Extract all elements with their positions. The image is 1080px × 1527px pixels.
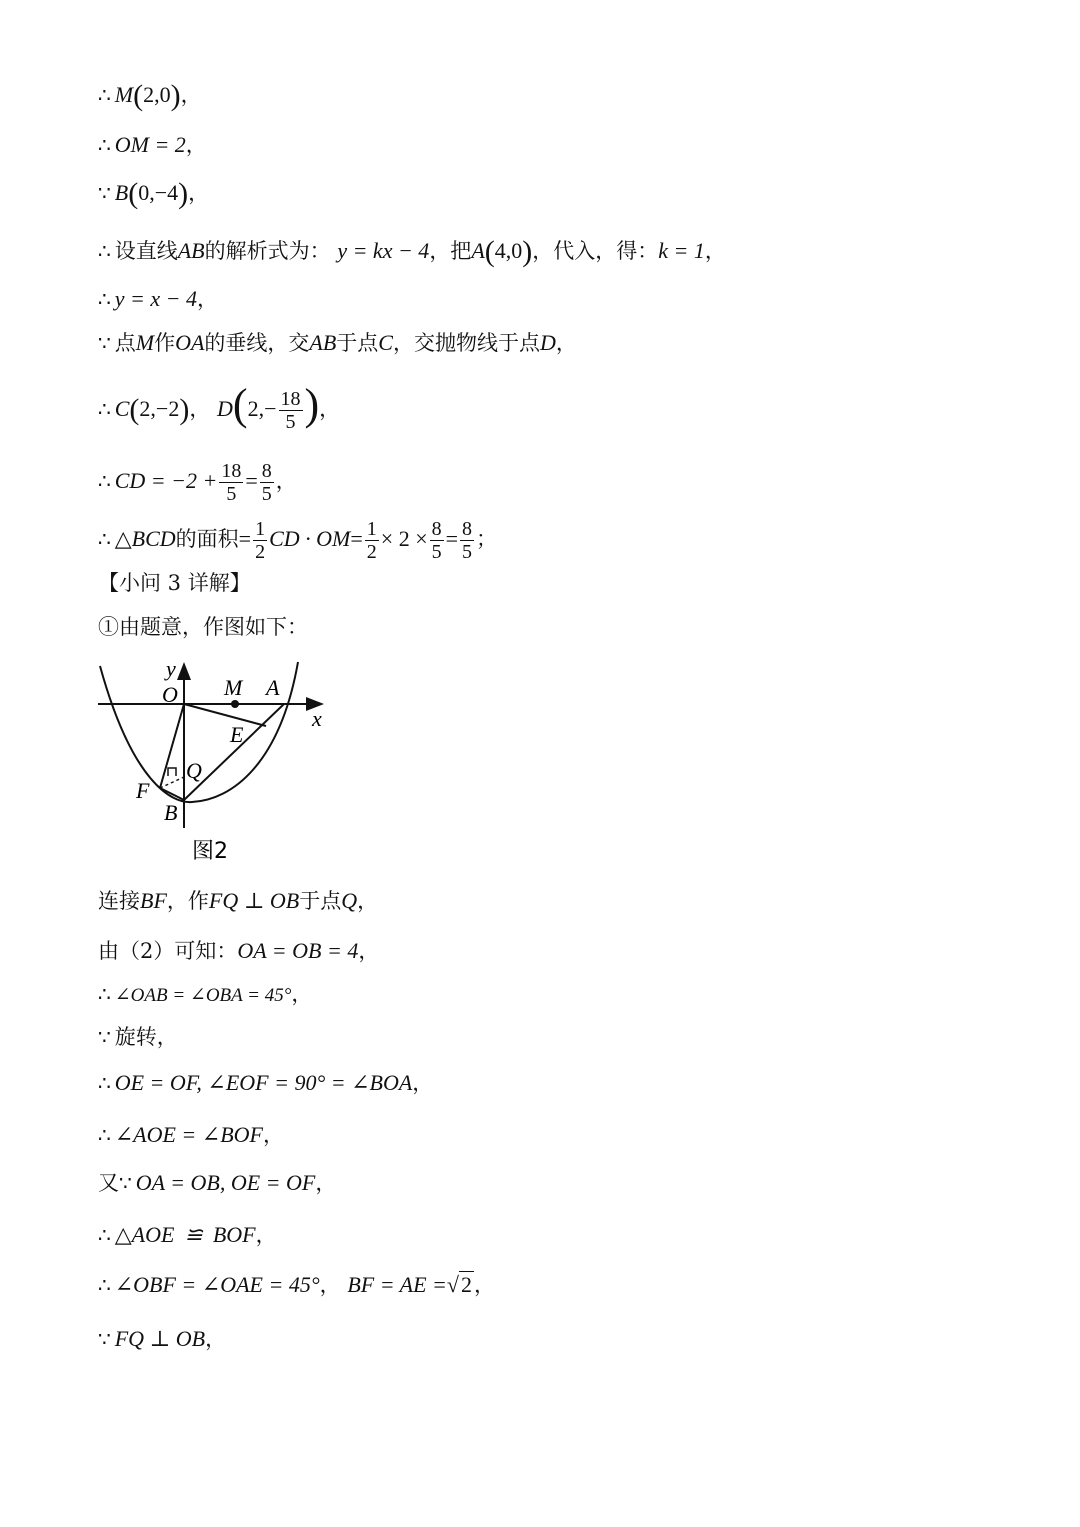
line-7: ∴ C(2,−2)， D(2,− $\frac{18}{5}$ )，: [98, 380, 341, 433]
line-14: ∴ ∠OAB = ∠OBA = 45°，: [98, 982, 313, 1006]
right-angle-mark: [168, 768, 176, 776]
line-21: ∵ FQ ⊥ OB，: [98, 1326, 227, 1351]
line-20: ∴ ∠OBF = ∠OAE = 45°， BF = AE =√2，: [98, 1272, 495, 1297]
line-11: ①由题意，作图如下：: [98, 615, 308, 639]
fraction: $\frac{8}{5}$: [261, 460, 272, 505]
line-12: 连接BF，作FQ ⊥ OB于点Q，: [98, 888, 379, 913]
line-8: ∴ CD = −2 + $\frac{18}{5}$ = $\frac{8}{5}$ ，: [98, 460, 297, 505]
line-9: ∴ △BCD的面积= $\frac{1}{2}$ CD · OM= $\frac{1}{2}$ × 2 × $\frac{8}{5}$ = $\frac{8}{5}$ ；: [98, 518, 498, 563]
fraction: $\frac{1}{2}$: [366, 518, 377, 563]
fraction: $\frac{8}{5}$: [431, 518, 442, 563]
y-axis-arrow: [177, 662, 191, 680]
figure-svg: [92, 652, 342, 872]
line-6: ∵ 点M作OA的垂线，交AB于点C，交抛物线于点D，: [98, 330, 577, 355]
label-q: Q: [186, 758, 202, 783]
line-17: ∴ ∠AOE = ∠BOF，: [98, 1122, 284, 1147]
point-m: [231, 700, 239, 708]
line-5: ∴ y = x − 4，: [98, 286, 218, 311]
fraction: $\frac{18}{5}$: [280, 388, 301, 433]
line-16: ∴ OE = OF, ∠EOF = 90° = ∠BOA，: [98, 1070, 434, 1095]
line-3: ∵ B(0,−4)，: [98, 177, 210, 210]
square-root: √2: [446, 1272, 472, 1297]
label-f: F: [136, 778, 150, 803]
segment-oe: [184, 704, 266, 726]
label-b: B: [164, 800, 178, 825]
line-1: ∴ M(2,0)，: [98, 79, 202, 112]
label-x: x: [312, 706, 322, 731]
segment-of: [160, 704, 184, 788]
segment-fb: [160, 788, 184, 800]
line-15: ∵ 旋转，: [98, 1025, 178, 1049]
section-heading: 【小问 3 详解】: [98, 571, 251, 595]
figure-caption: 图2: [192, 839, 228, 864]
line-18: 又∵ OA = OB, OE = OF，: [98, 1170, 337, 1195]
line-4: ∴ 设直线AB的解析式为： y = kx − 4，把A(4,0)，代入，得：k = 1，: [98, 235, 726, 268]
fraction: $\frac{8}{5}$: [462, 518, 473, 563]
label-m: M: [224, 675, 243, 700]
line-2: ∴ OM = 2，: [98, 132, 207, 157]
fraction: $\frac{18}{5}$: [221, 460, 242, 505]
line-13: 由（2）可知：OA = OB = 4，: [98, 938, 380, 963]
line-19: ∴ △AOE ≌ BOF，: [98, 1222, 277, 1247]
label-e: E: [230, 722, 244, 747]
parabola-figure: [92, 652, 342, 872]
fraction: $\frac{1}{2}$: [255, 518, 266, 563]
label-y: y: [166, 656, 176, 681]
label-o: O: [162, 682, 178, 707]
label-a: A: [266, 675, 280, 700]
